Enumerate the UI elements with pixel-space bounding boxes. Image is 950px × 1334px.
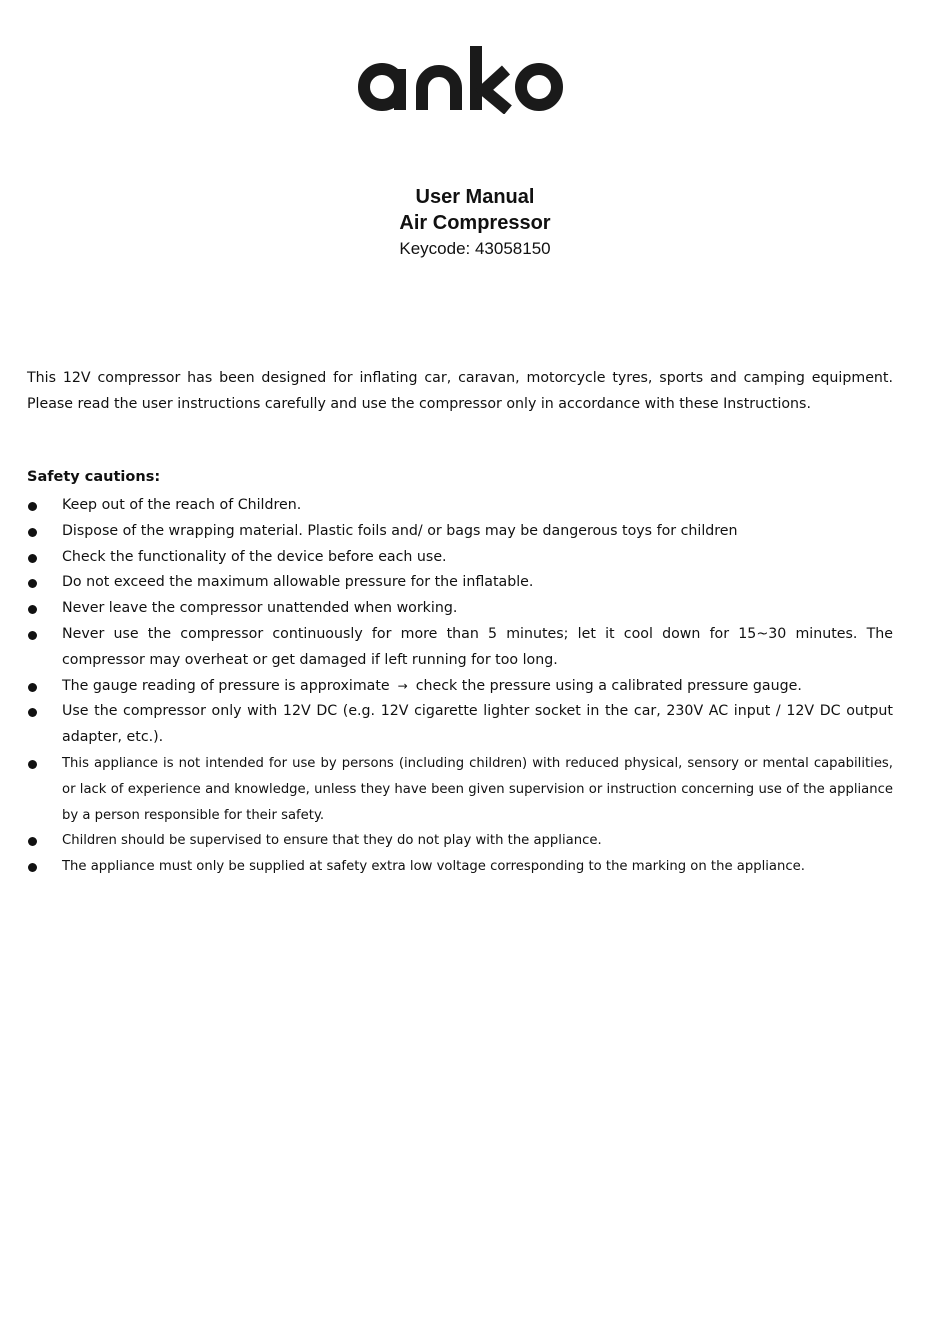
intro-paragraph: This 12V compressor has been designed for inflating car, caravan, motorcycle tyres, sports and camping equipment. Please read the user instructions carefully and use the compressor only in accordance with these Instructions. [27, 370, 893, 412]
list-item-text: Do not exceed the maximum allowable pressure for the inflatable. [62, 574, 534, 591]
list-item [27, 854, 893, 880]
list-item [27, 493, 893, 519]
list-item [27, 828, 893, 854]
list-item-text: Never leave the compressor unattended when working. [62, 600, 458, 617]
safety-list [27, 493, 893, 880]
list-item [27, 699, 893, 751]
product-name: Air Compressor [399, 212, 551, 234]
list-item [27, 545, 893, 571]
list-item-text: Children should be supervised to ensure that they do not play with the appliance. [62, 833, 602, 849]
list-item [27, 674, 893, 700]
list-item [27, 596, 893, 622]
bullet-icon [28, 579, 37, 588]
list-item-text: The appliance must only be supplied at safety extra low voltage corresponding to the marking on the appliance. [62, 859, 805, 875]
bullet-icon [28, 837, 37, 846]
list-item [27, 570, 893, 596]
list-item-text: Keep out of the reach of Children. [62, 497, 302, 513]
list-item-text: Dispose of the wrapping material. Plastic foils and/ or bags may be dangerous toys for children [62, 522, 738, 539]
list-item [27, 519, 893, 545]
keycode: Keycode: 43058150 [399, 239, 551, 258]
bullet-icon [28, 760, 37, 769]
list-item-text: Check the functionality of the device before each use. [62, 548, 447, 565]
list-item-text: This appliance is not intended for use by persons (including children) with reduced physical, sensory or mental capabilities, or lack of experience and knowledge, unless they have been given supervision or instruction concerning use of the appliance by a person responsible for their safety. [62, 755, 893, 823]
list-item-text: check the pressure using a calibrated pressure gauge. [415, 677, 802, 694]
bullet-icon [28, 683, 37, 692]
arrow-icon: → [397, 678, 408, 693]
bullet-icon [28, 863, 37, 872]
list-item-text: Never use the compressor continuously for more than 5 minutes; let it cool down for 15~30 minutes. The compressor may overheat or get damaged if left running for too long. [62, 625, 893, 668]
bullet-icon [28, 631, 37, 640]
list-item [27, 622, 893, 674]
bullet-icon [28, 528, 37, 537]
safety-heading: Safety cautions: [27, 469, 161, 485]
document-title: User Manual [415, 186, 535, 208]
bullet-icon [28, 605, 37, 614]
bullet-icon [28, 502, 37, 511]
list-item-text: The gauge reading of pressure is approximate [62, 677, 390, 694]
list-item [27, 751, 893, 828]
anko-logo [358, 44, 566, 114]
list-item-text: Use the compressor only with 12V DC (e.g. 12V cigarette lighter socket in the car, 230V AC input / 12V DC output adapter, etc.). [62, 703, 893, 746]
bullet-icon [28, 554, 37, 563]
bullet-icon [28, 708, 37, 717]
